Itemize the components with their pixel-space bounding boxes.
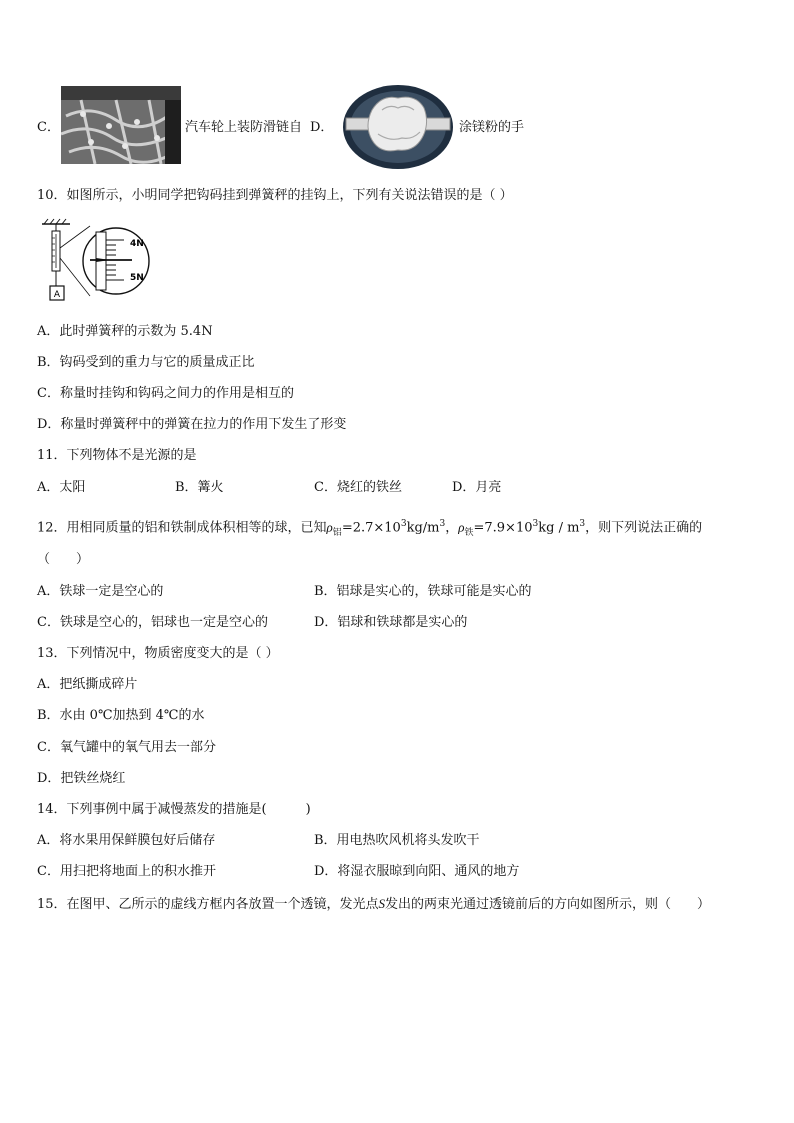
q14-stem: 14．下列事例中属于减慢蒸发的措施是( ) <box>37 802 311 817</box>
q9-option-d-caption: 涂镁粉的手 <box>459 120 525 135</box>
scale-label-5n: 5N <box>130 273 144 283</box>
q10-option-d: D．称量时弹簧秤中的弹簧在拉力的作用下发生了形变 <box>37 417 347 432</box>
q13-option-d: D．把铁丝烧红 <box>37 771 126 786</box>
q9-option-c-caption: 汽车轮上装防滑链自 <box>185 120 303 135</box>
q13-option-c: C．氧气罐中的氧气用去一部分 <box>37 740 216 755</box>
q10-stem: 10．如图所示，小明同学把钩码挂到弹簧秤的挂钩上，下列有关说法错误的是（ ） <box>37 188 513 203</box>
q12-paren: （ ） <box>37 552 90 567</box>
q11-option-b: B．篝火 <box>175 480 224 495</box>
q11-option-a: A．太阳 <box>37 480 86 495</box>
q9-option-d-label: D． <box>310 120 334 135</box>
q12-option-a: A．铁球一定是空心的 <box>37 584 164 599</box>
q14-option-c: C．用扫把将地面上的积水推开 <box>37 864 216 879</box>
q14-option-d: D．将湿衣服晾到向阳、通风的地方 <box>314 864 520 879</box>
weight-label: A <box>53 290 61 300</box>
q12-option-c: C．铁球是空心的，铝球也一定是空心的 <box>37 615 268 630</box>
q13-option-a: A．把纸撕成碎片 <box>37 677 138 692</box>
tire-chain-image <box>61 86 181 164</box>
q11-option-d: D．月亮 <box>452 480 502 495</box>
q10-option-b: B．钩码受到的重力与它的质量成正比 <box>37 355 255 370</box>
q10-option-c: C．称量时挂钩和钩码之间力的作用是相互的 <box>37 386 294 401</box>
q13-stem: 13．下列情况中，物质密度变大的是（ ） <box>37 646 279 661</box>
q14-option-a: A．将水果用保鲜膜包好后储存 <box>37 833 216 848</box>
q11-stem: 11．下列物体不是光源的是 <box>37 448 197 463</box>
q9-option-c-label: C． <box>37 120 60 135</box>
scale-label-4n: 4N <box>130 239 144 249</box>
q13-option-b: B．水由 0℃加热到 4℃的水 <box>37 708 205 723</box>
q12-option-b: B．铝球是实心的，铁球可能是实心的 <box>314 584 532 599</box>
q10-option-a: A．此时弹簧秤的示数为 5.4N <box>37 324 213 339</box>
q14-option-b: B．用电热吹风机将头发吹干 <box>314 833 480 848</box>
spring-scale-figure <box>40 218 156 306</box>
q11-option-c: C．烧红的铁丝 <box>314 480 402 495</box>
q12-stem: 12．用相同质量的铝和铁制成体积相等的球，已知$\rho_铝=2.7\times 10^3kg/m^3$，$\rho_铁=7.9\times 10^3kg / m^3$，则下列说法正确的 <box>37 519 703 538</box>
magnesium-hand-image <box>342 84 454 170</box>
q12-option-d: D．铝球和铁球都是实心的 <box>314 615 468 630</box>
q15-stem: 15．在图甲、乙所示的虚线方框内各放置一个透镜，发光点S发出的两束光通过透镜前后的方向如图所示，则（ ） <box>37 896 711 912</box>
